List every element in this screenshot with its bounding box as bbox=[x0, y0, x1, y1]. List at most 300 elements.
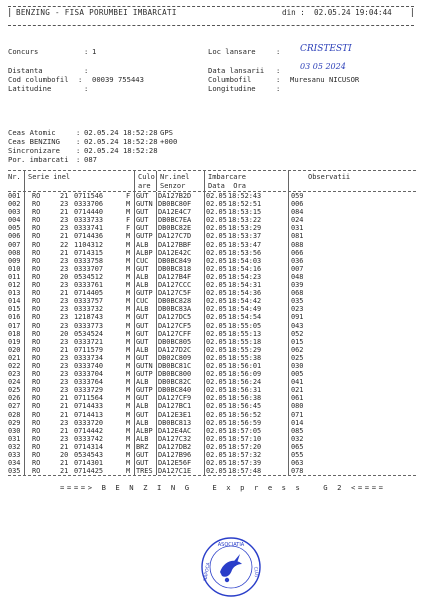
cell-nr: 010 bbox=[8, 264, 21, 273]
cell-time: 18:57:10 bbox=[228, 434, 262, 443]
cell-country: RO bbox=[32, 192, 41, 200]
col-divider bbox=[134, 249, 135, 257]
cell-year: 21 bbox=[60, 459, 69, 468]
cell-year: 23 bbox=[60, 378, 69, 387]
info-label: Columbofil bbox=[208, 75, 252, 84]
col-divider bbox=[24, 346, 25, 354]
col-divider bbox=[156, 370, 157, 378]
col-divider bbox=[134, 443, 135, 451]
col-divider bbox=[204, 224, 205, 232]
col-divider bbox=[156, 467, 157, 475]
cell-year: 23 bbox=[60, 337, 69, 346]
cell-time: 18:57:39 bbox=[228, 459, 262, 468]
col-divider bbox=[134, 419, 135, 427]
col-divider bbox=[288, 451, 289, 459]
cell-sex: M bbox=[126, 386, 131, 395]
cell-date: 02.05 bbox=[206, 378, 227, 387]
col-divider bbox=[288, 394, 289, 402]
cell-color: GUTP bbox=[136, 386, 153, 395]
cell-country: RO bbox=[32, 321, 41, 330]
cell-year: 23 bbox=[60, 305, 69, 314]
col-divider bbox=[204, 216, 205, 224]
cell-ring: 0333741 bbox=[74, 224, 104, 233]
col-divider bbox=[204, 451, 205, 459]
cell-color: ALBP bbox=[136, 248, 153, 257]
col-divider bbox=[134, 322, 135, 330]
cell-sensor: DB0BC82C bbox=[158, 378, 192, 387]
cell-country: RO bbox=[32, 402, 41, 411]
cell-color: ALB bbox=[136, 272, 149, 281]
col-divider bbox=[156, 330, 157, 338]
col-divider bbox=[24, 265, 25, 273]
cell-sensor: DA127CCC bbox=[158, 281, 192, 290]
col-divider bbox=[204, 338, 205, 346]
cell-year: 21 bbox=[60, 426, 69, 435]
cell-sex: M bbox=[126, 361, 131, 370]
cell-sensor: DA127BC1 bbox=[158, 402, 192, 411]
col-divider bbox=[24, 171, 25, 191]
cell-color: GUTP bbox=[136, 370, 153, 379]
table-row bbox=[8, 419, 416, 427]
cell-date: 02.05 bbox=[206, 467, 227, 476]
cell-observations: 071 bbox=[291, 410, 304, 419]
info-sep: : bbox=[84, 47, 89, 56]
cell-sex: M bbox=[126, 232, 131, 241]
table-row bbox=[8, 386, 416, 394]
col-divider bbox=[156, 378, 157, 386]
cell-sex: M bbox=[126, 208, 131, 217]
cell-sex: F bbox=[126, 216, 131, 225]
cell-color: GUT bbox=[136, 321, 149, 330]
cell-color: CUC bbox=[136, 297, 149, 306]
cell-year: 22 bbox=[60, 240, 69, 249]
handwritten-data-lansarii: 03 05 2024 bbox=[300, 62, 346, 71]
cell-time: 18:52:43 bbox=[228, 192, 262, 200]
cell-time: 18:56:01 bbox=[228, 361, 262, 370]
cell-observations: 036 bbox=[291, 256, 304, 265]
header-serie: Serie inel bbox=[28, 173, 71, 181]
table-row bbox=[8, 200, 416, 208]
table-row bbox=[8, 297, 416, 305]
cell-sex: M bbox=[126, 451, 131, 459]
cell-time: 18:54:03 bbox=[228, 256, 262, 265]
col-divider bbox=[134, 330, 135, 338]
cell-sensor: DA12E4C7 bbox=[158, 208, 192, 217]
col-divider bbox=[288, 459, 289, 467]
cell-year: 23 bbox=[60, 281, 69, 290]
col-divider bbox=[204, 435, 205, 443]
col-divider bbox=[24, 273, 25, 281]
cell-nr: 031 bbox=[8, 434, 21, 443]
cell-color: GUTP bbox=[136, 232, 153, 241]
col-divider bbox=[288, 208, 289, 216]
col-divider bbox=[24, 435, 25, 443]
cell-observations: 052 bbox=[291, 329, 304, 338]
cell-ring: 0333704 bbox=[74, 370, 104, 379]
cell-time: 18:54:16 bbox=[228, 264, 262, 273]
cell-sensor: DA127B2D bbox=[158, 192, 192, 200]
col-divider bbox=[288, 467, 289, 475]
table-row bbox=[8, 216, 416, 224]
table-row bbox=[8, 322, 416, 330]
table-row bbox=[8, 467, 416, 475]
cell-country: RO bbox=[32, 329, 41, 338]
col-divider bbox=[24, 313, 25, 321]
col-divider bbox=[288, 313, 289, 321]
cell-sex: M bbox=[126, 289, 131, 298]
col-divider bbox=[156, 249, 157, 257]
col-divider bbox=[24, 451, 25, 459]
cell-country: RO bbox=[32, 451, 41, 459]
cell-sensor: DA12E42C bbox=[158, 248, 192, 257]
cell-nr: 025 bbox=[8, 386, 21, 395]
cell-country: RO bbox=[32, 232, 41, 241]
cell-nr: 001 bbox=[8, 192, 21, 200]
cell-sex: F bbox=[126, 192, 131, 200]
col-divider bbox=[24, 459, 25, 467]
clock-label: Ceas BENZING bbox=[8, 137, 60, 146]
table-row bbox=[8, 402, 416, 410]
col-divider bbox=[156, 297, 157, 305]
col-divider bbox=[156, 354, 157, 362]
col-divider bbox=[204, 386, 205, 394]
table-row bbox=[8, 273, 416, 281]
cell-time: 18:55:05 bbox=[228, 321, 262, 330]
cell-ring: 0534512 bbox=[74, 272, 104, 281]
cell-time: 18:57:05 bbox=[228, 426, 262, 435]
col-divider bbox=[156, 305, 157, 313]
col-divider bbox=[24, 330, 25, 338]
clock-label: Sincronizare bbox=[8, 146, 60, 155]
col-divider bbox=[24, 386, 25, 394]
clock-label: Ceas Atomic bbox=[8, 128, 56, 137]
cell-country: RO bbox=[32, 353, 41, 362]
table-row bbox=[8, 265, 416, 273]
cell-nr: 002 bbox=[8, 200, 21, 209]
cell-observations: 006 bbox=[291, 200, 304, 209]
cell-observations: 065 bbox=[291, 442, 304, 451]
cell-color: ALB bbox=[136, 345, 149, 354]
cell-time: 18:54:42 bbox=[228, 297, 262, 306]
cell-sensor: DA127C5F bbox=[158, 289, 192, 298]
col-divider bbox=[288, 370, 289, 378]
col-divider bbox=[156, 216, 157, 224]
col-divider bbox=[204, 411, 205, 419]
cell-year: 21 bbox=[60, 467, 69, 476]
cell-time: 18:53:29 bbox=[228, 224, 262, 233]
cell-ring: 0333721 bbox=[74, 337, 104, 346]
col-divider bbox=[204, 305, 205, 313]
col-divider bbox=[24, 411, 25, 419]
col-divider bbox=[204, 467, 205, 475]
col-divider bbox=[156, 419, 157, 427]
table-row bbox=[8, 305, 416, 313]
cell-nr: 006 bbox=[8, 232, 21, 241]
cell-nr: 024 bbox=[8, 378, 21, 387]
cell-ring: 0333734 bbox=[74, 353, 104, 362]
cell-sex: M bbox=[126, 321, 131, 330]
cell-sex: M bbox=[126, 434, 131, 443]
col-divider bbox=[204, 192, 205, 200]
cell-time: 18:56:59 bbox=[228, 418, 262, 427]
cell-nr: 009 bbox=[8, 256, 21, 265]
cell-nr: 017 bbox=[8, 321, 21, 330]
col-divider bbox=[288, 216, 289, 224]
cell-country: RO bbox=[32, 418, 41, 427]
cell-sensor: DB0BC82E bbox=[158, 224, 192, 233]
col-divider bbox=[156, 200, 157, 208]
col-divider bbox=[156, 281, 157, 289]
header-culoare-1: Culo bbox=[138, 173, 155, 181]
cell-ring: 0714405 bbox=[74, 289, 104, 298]
col-divider bbox=[204, 241, 205, 249]
col-divider bbox=[156, 257, 157, 265]
clock-extra: GPS bbox=[160, 128, 173, 137]
col-divider bbox=[134, 451, 135, 459]
col-divider bbox=[288, 338, 289, 346]
cell-time: 18:55:38 bbox=[228, 353, 262, 362]
col-divider bbox=[288, 224, 289, 232]
cell-country: RO bbox=[32, 200, 41, 209]
cell-observations: 088 bbox=[291, 240, 304, 249]
cell-time: 18:56:09 bbox=[228, 370, 262, 379]
col-divider bbox=[134, 362, 135, 370]
clock-sep: : bbox=[76, 137, 81, 146]
cell-color: GUT bbox=[136, 410, 149, 419]
cell-year: 23 bbox=[60, 361, 69, 370]
cell-ring: 0714314 bbox=[74, 442, 104, 451]
col-divider bbox=[204, 354, 205, 362]
col-divider bbox=[134, 200, 135, 208]
col-divider bbox=[204, 427, 205, 435]
table-row bbox=[8, 451, 416, 459]
col-divider bbox=[156, 402, 157, 410]
col-divider bbox=[204, 289, 205, 297]
info-value: 1 bbox=[92, 47, 97, 56]
cell-sensor: DB0BC840 bbox=[158, 386, 192, 395]
cell-date: 02.05 bbox=[206, 313, 227, 322]
cell-country: RO bbox=[32, 297, 41, 306]
cell-observations: 048 bbox=[291, 272, 304, 281]
cell-nr: 020 bbox=[8, 345, 21, 354]
col-divider bbox=[24, 305, 25, 313]
table-row bbox=[8, 241, 416, 249]
col-divider bbox=[288, 386, 289, 394]
header-nrinel-2: Senzor bbox=[160, 182, 186, 190]
cell-date: 02.05 bbox=[206, 216, 227, 225]
cell-country: RO bbox=[32, 289, 41, 298]
cell-color: TRES bbox=[136, 467, 153, 476]
cell-observations: 024 bbox=[291, 216, 304, 225]
cell-observations: 023 bbox=[291, 305, 304, 314]
cell-time: 18:54:36 bbox=[228, 289, 262, 298]
cell-country: RO bbox=[32, 305, 41, 314]
col-divider bbox=[204, 232, 205, 240]
cell-sex: M bbox=[126, 240, 131, 249]
col-divider bbox=[134, 208, 135, 216]
cell-sex: M bbox=[126, 313, 131, 322]
col-divider bbox=[204, 322, 205, 330]
club-stamp bbox=[200, 536, 262, 598]
cell-sensor: DA127B96 bbox=[158, 451, 192, 459]
col-divider bbox=[204, 208, 205, 216]
col-divider bbox=[204, 346, 205, 354]
col-divider bbox=[24, 208, 25, 216]
col-divider bbox=[204, 297, 205, 305]
col-divider bbox=[204, 459, 205, 467]
col-divider bbox=[288, 297, 289, 305]
cell-nr: 013 bbox=[8, 289, 21, 298]
table-row bbox=[8, 362, 416, 370]
cell-observations: 059 bbox=[291, 192, 304, 200]
cell-year: 21 bbox=[60, 232, 69, 241]
cell-sensor: DB0BC828 bbox=[158, 297, 192, 306]
cell-country: RO bbox=[32, 378, 41, 387]
clock-value: 02.05.24 18:52:28 bbox=[84, 128, 158, 137]
cell-date: 02.05 bbox=[206, 224, 227, 233]
col-divider bbox=[156, 362, 157, 370]
cell-color: ALB bbox=[136, 418, 149, 427]
col-divider bbox=[134, 459, 135, 467]
cell-ring: 0714433 bbox=[74, 402, 104, 411]
cell-nr: 027 bbox=[8, 402, 21, 411]
cell-date: 02.05 bbox=[206, 418, 227, 427]
col-divider bbox=[24, 192, 25, 200]
cell-sensor: DA12E4AC bbox=[158, 426, 192, 435]
cell-nr: 028 bbox=[8, 410, 21, 419]
cell-observations: 030 bbox=[291, 361, 304, 370]
cell-year: 21 bbox=[60, 394, 69, 403]
col-divider bbox=[288, 419, 289, 427]
info-value: 00039 755443 bbox=[92, 75, 144, 84]
cell-date: 02.05 bbox=[206, 345, 227, 354]
cell-nr: 022 bbox=[8, 361, 21, 370]
cell-nr: 019 bbox=[8, 337, 21, 346]
cell-color: GUTP bbox=[136, 289, 153, 298]
col-divider bbox=[288, 192, 289, 200]
cell-date: 02.05 bbox=[206, 305, 227, 314]
cell-time: 18:53:22 bbox=[228, 216, 262, 225]
cell-nr: 015 bbox=[8, 305, 21, 314]
cell-nr: 007 bbox=[8, 240, 21, 249]
cell-ring: 0333740 bbox=[74, 361, 104, 370]
cell-year: 21 bbox=[60, 410, 69, 419]
cell-sensor: DA127CF9 bbox=[158, 394, 192, 403]
cell-nr: 004 bbox=[8, 216, 21, 225]
cell-year: 23 bbox=[60, 200, 69, 209]
cell-ring: 1104312 bbox=[74, 240, 104, 249]
cell-color: CUC bbox=[136, 256, 149, 265]
cell-sex: M bbox=[126, 264, 131, 273]
cell-color: ALB bbox=[136, 402, 149, 411]
cell-date: 02.05 bbox=[206, 329, 227, 338]
table-row bbox=[8, 257, 416, 265]
table-row bbox=[8, 443, 416, 451]
cell-year: 23 bbox=[60, 418, 69, 427]
cell-nr: 014 bbox=[8, 297, 21, 306]
cell-sex: M bbox=[126, 337, 131, 346]
cell-color: GUT bbox=[136, 208, 149, 217]
cell-date: 02.05 bbox=[206, 192, 227, 200]
document-title: BENZING - FISA PORUMBEI IMBARCATI bbox=[16, 8, 177, 17]
cell-nr: 011 bbox=[8, 272, 21, 281]
col-divider bbox=[204, 249, 205, 257]
cell-sex: M bbox=[126, 281, 131, 290]
stamp-text-left: NAPOCA bbox=[203, 562, 212, 582]
col-divider bbox=[134, 232, 135, 240]
cell-sex: M bbox=[126, 467, 131, 476]
cell-country: RO bbox=[32, 240, 41, 249]
cell-date: 02.05 bbox=[206, 394, 227, 403]
cell-observations: 061 bbox=[291, 394, 304, 403]
cell-country: RO bbox=[32, 208, 41, 217]
cell-ring: 0333761 bbox=[74, 281, 104, 290]
cell-date: 02.05 bbox=[206, 321, 227, 330]
cell-nr: 003 bbox=[8, 208, 21, 217]
col-divider bbox=[134, 354, 135, 362]
cell-country: RO bbox=[32, 264, 41, 273]
cell-date: 02.05 bbox=[206, 426, 227, 435]
cell-sensor: DA127DB2 bbox=[158, 442, 192, 451]
cell-country: RO bbox=[32, 459, 41, 468]
col-divider bbox=[288, 171, 289, 191]
cell-date: 02.05 bbox=[206, 370, 227, 379]
cell-sex: M bbox=[126, 248, 131, 257]
cell-year: 23 bbox=[60, 370, 69, 379]
info-sep: : bbox=[276, 47, 281, 56]
cell-date: 02.05 bbox=[206, 248, 227, 257]
col-divider bbox=[288, 249, 289, 257]
col-divider bbox=[204, 200, 205, 208]
table-row bbox=[8, 411, 416, 419]
cell-year: 21 bbox=[60, 402, 69, 411]
col-divider bbox=[134, 346, 135, 354]
cell-nr: 035 bbox=[8, 467, 21, 476]
info-sep: : bbox=[84, 84, 89, 93]
table-bottom-rule bbox=[8, 475, 416, 476]
table-row bbox=[8, 330, 416, 338]
cell-country: RO bbox=[32, 281, 41, 290]
cell-date: 02.05 bbox=[206, 459, 227, 468]
col-divider bbox=[288, 200, 289, 208]
col-divider bbox=[204, 257, 205, 265]
cell-color: GUT bbox=[136, 451, 149, 459]
col-divider bbox=[134, 192, 135, 200]
cell-ring: 0714413 bbox=[74, 410, 104, 419]
cell-country: RO bbox=[32, 394, 41, 403]
header-observatii: Observatii bbox=[308, 173, 351, 181]
cell-year: 21 bbox=[60, 442, 69, 451]
table-row bbox=[8, 346, 416, 354]
col-divider bbox=[134, 171, 135, 191]
info-label: Data lansarii bbox=[208, 66, 265, 75]
clock-extra: +000 bbox=[160, 137, 178, 146]
col-divider bbox=[156, 241, 157, 249]
cell-nr: 026 bbox=[8, 394, 21, 403]
cell-observations: 055 bbox=[291, 451, 304, 459]
cell-sensor: DA127B4F bbox=[158, 272, 192, 281]
cell-color: GUTN bbox=[136, 200, 153, 209]
col-divider bbox=[156, 338, 157, 346]
cell-color: ALB bbox=[136, 434, 149, 443]
cell-nr: 008 bbox=[8, 248, 21, 257]
col-divider bbox=[288, 265, 289, 273]
header-culoare-2: are bbox=[138, 182, 151, 190]
clock-label: Por. imbarcati bbox=[8, 155, 69, 164]
cell-nr: 033 bbox=[8, 451, 21, 459]
stamp-text-top: ASOCIATIA bbox=[217, 542, 245, 548]
cell-time: 18:56:52 bbox=[228, 410, 262, 419]
